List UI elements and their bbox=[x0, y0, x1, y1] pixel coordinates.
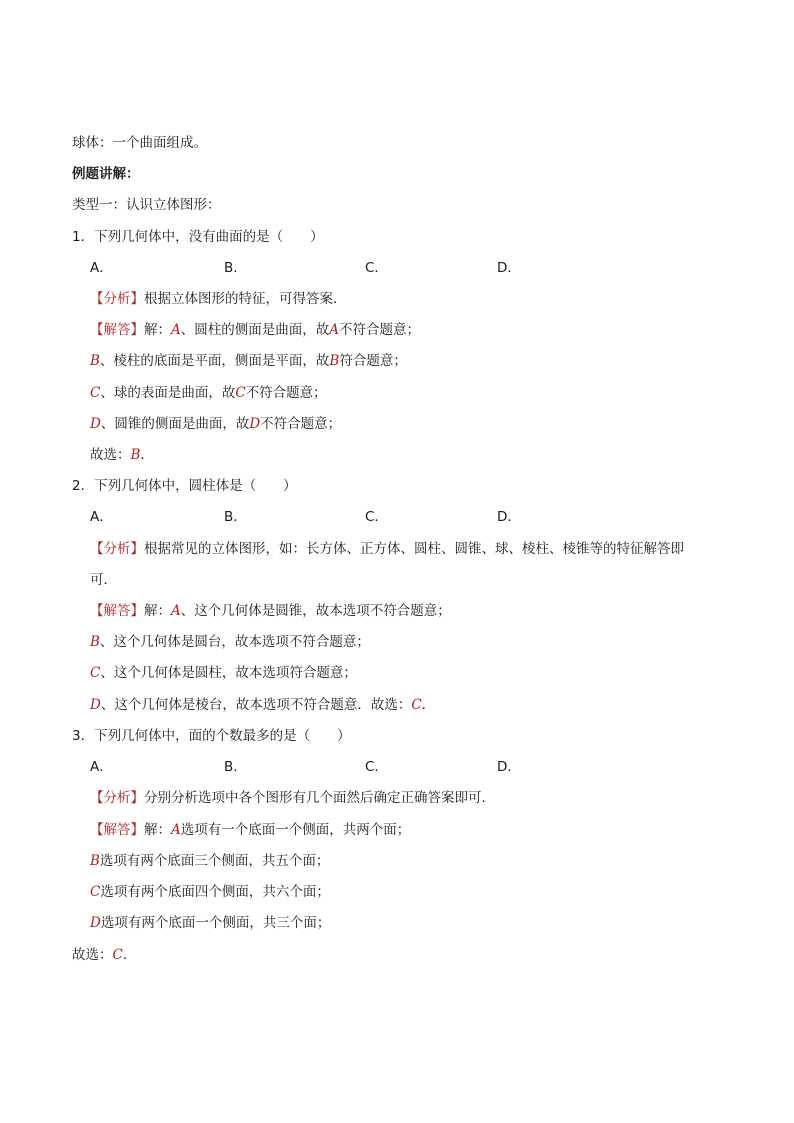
q1-letter-b2: B bbox=[329, 353, 340, 369]
q2-option-c[interactable]: C． bbox=[365, 509, 388, 525]
q1-option-a[interactable]: A． bbox=[90, 260, 113, 276]
q2-answer-d bbox=[90, 696, 435, 714]
q3-choice bbox=[72, 946, 136, 964]
q3-answer-d bbox=[90, 914, 330, 932]
q1-letter-b: B bbox=[90, 353, 100, 369]
q1-choice bbox=[90, 446, 154, 464]
q1-answer-b bbox=[90, 352, 407, 370]
q2-stem: 2．下列几何体中，圆柱体是（ ） bbox=[72, 478, 297, 494]
q3-option-c[interactable]: C． bbox=[365, 759, 388, 775]
q3-c-text: 选项有两个底面四个侧面，共六个面； bbox=[100, 884, 330, 900]
q3-answer-c bbox=[90, 883, 330, 901]
q1-choice-letter: B bbox=[130, 447, 141, 463]
q2-analysis-cont: 可． bbox=[90, 572, 117, 588]
q1-letter-a: A bbox=[171, 322, 181, 338]
q2-analysis bbox=[90, 540, 684, 558]
type1-heading: 类型一：认识立体图形： bbox=[72, 197, 221, 213]
q2-option-b[interactable]: B． bbox=[224, 509, 247, 525]
q3-d-text: 选项有两个底面一个侧面，共三个面； bbox=[100, 915, 331, 931]
q2-option-a[interactable]: A． bbox=[90, 509, 113, 525]
q1-analysis-text: 根据立体图形的特征，可得答案． bbox=[144, 291, 347, 307]
q2-option-d[interactable]: D． bbox=[497, 509, 521, 525]
q3-choice-tail: ． bbox=[122, 947, 137, 963]
examples-heading: 例题讲解： bbox=[72, 166, 140, 182]
q3-stem: 3．下列几何体中，面的个数最多的是（ ） bbox=[72, 728, 351, 744]
q1-stem: 1．下列几何体中，没有曲面的是（ ） bbox=[72, 229, 324, 245]
q3-analysis-text: 分别分析选项中各个图形有几个面然后确定正确答案即可． bbox=[144, 790, 495, 806]
q3-option-d[interactable]: D． bbox=[497, 759, 521, 775]
q3-letter-b: B bbox=[90, 853, 100, 869]
q1-b-tail: 符合题意； bbox=[339, 353, 407, 369]
q1-analysis bbox=[90, 290, 347, 308]
q1-letter-c2: C bbox=[235, 385, 246, 401]
q3-analysis bbox=[90, 789, 495, 807]
q2-letter-c: C bbox=[90, 665, 101, 681]
q1-d-text: 、圆锥的侧面是曲面，故 bbox=[100, 416, 250, 432]
q1-a-tail: 不符合题意； bbox=[339, 322, 420, 338]
q2-letter-b: B bbox=[90, 634, 100, 650]
analysis-tag: 【分析】 bbox=[90, 291, 144, 307]
q3-letter-d: D bbox=[90, 915, 101, 931]
q2-analysis-text: 根据常见的立体图形，如：长方体、正方体、圆柱、圆锥、球、棱柱、棱锥等的特征解答即 bbox=[144, 541, 684, 557]
q3-b-text: 选项有两个底面三个侧面，共五个面； bbox=[99, 853, 330, 869]
q1-c-text: 、球的表面是曲面，故 bbox=[100, 385, 236, 401]
q2-choice-letter: C bbox=[411, 697, 422, 713]
q1-option-b[interactable]: B． bbox=[224, 260, 247, 276]
q2-d-text: 、这个几何体是棱台，故本选项不符合题意．故选： bbox=[100, 697, 412, 713]
q3-option-a[interactable]: A． bbox=[90, 759, 113, 775]
q2-answer-b bbox=[90, 633, 370, 651]
q3-a-text: 选项有一个底面一个侧面，共两个面； bbox=[180, 822, 411, 838]
q2-c-text: 、这个几何体是圆柱，故本选项符合题意； bbox=[100, 665, 357, 681]
q2-answer-a bbox=[90, 602, 451, 620]
q1-answer-prefix: 解： bbox=[144, 322, 171, 338]
q3-letter-c: C bbox=[90, 884, 101, 900]
q3-answer-prefix: 解： bbox=[144, 822, 171, 838]
q1-option-c[interactable]: C． bbox=[365, 260, 388, 276]
q2-answer-c bbox=[90, 664, 357, 682]
q1-letter-d2: D bbox=[249, 416, 261, 432]
sphere-definition: 球体：一个曲面组成。 bbox=[72, 135, 207, 151]
q3-answer-a bbox=[90, 821, 410, 839]
q2-letter-a: A bbox=[171, 603, 181, 619]
q2-answer-prefix: 解： bbox=[144, 603, 171, 619]
q3-choice-prefix: 故选： bbox=[72, 947, 113, 963]
q1-b-text: 、棱柱的底面是平面，侧面是平面，故 bbox=[99, 353, 330, 369]
q1-letter-d: D bbox=[90, 416, 101, 432]
answer-tag: 【解答】 bbox=[90, 603, 144, 619]
q1-c-tail: 不符合题意； bbox=[245, 385, 327, 401]
answer-tag: 【解答】 bbox=[90, 822, 144, 838]
q1-answer-d bbox=[90, 415, 341, 433]
q1-option-d[interactable]: D． bbox=[497, 260, 521, 276]
q1-letter-c: C bbox=[90, 385, 101, 401]
q3-choice-letter: C bbox=[112, 947, 123, 963]
q2-a-text: 、这个几何体是圆锥，故本选项不符合题意； bbox=[180, 603, 451, 619]
q1-answer-c bbox=[90, 384, 327, 402]
answer-tag: 【解答】 bbox=[90, 322, 144, 338]
q1-d-tail: 不符合题意； bbox=[260, 416, 342, 432]
q1-choice-tail: ． bbox=[140, 447, 154, 463]
q1-letter-a2: A bbox=[329, 322, 339, 338]
q3-letter-a: A bbox=[171, 822, 181, 838]
q2-b-text: 、这个几何体是圆台，故本选项不符合题意； bbox=[99, 634, 370, 650]
q3-answer-b bbox=[90, 852, 329, 870]
q2-letter-d: D bbox=[90, 697, 101, 713]
analysis-tag: 【分析】 bbox=[90, 541, 144, 557]
q2-choice-tail: ． bbox=[421, 697, 436, 713]
q1-answer-a bbox=[90, 321, 420, 339]
q3-option-b[interactable]: B． bbox=[224, 759, 247, 775]
q1-choice-prefix: 故选： bbox=[90, 447, 131, 463]
analysis-tag: 【分析】 bbox=[90, 790, 144, 806]
q1-a-text: 、圆柱的侧面是曲面，故 bbox=[180, 322, 330, 338]
